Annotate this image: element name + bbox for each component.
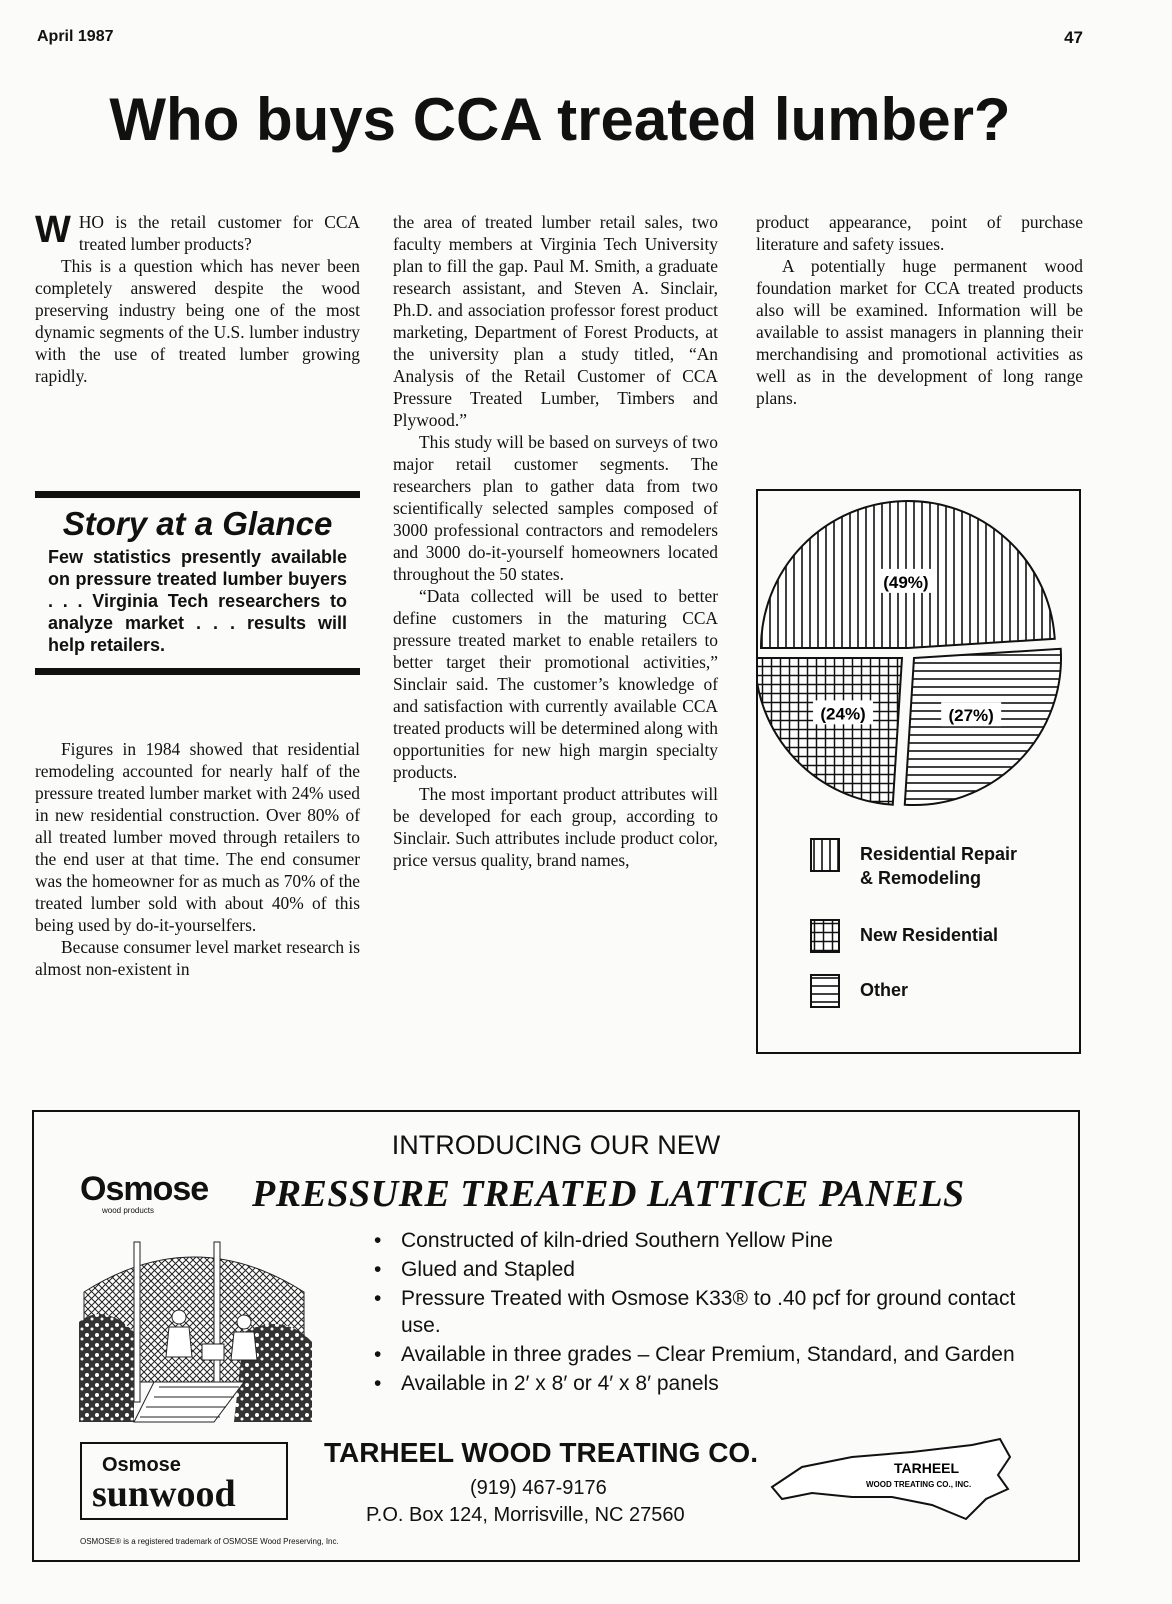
map-label-tarheel: TARHEEL — [894, 1460, 960, 1476]
article-column-3 — [756, 211, 1083, 409]
page-number: 47 — [1064, 28, 1083, 47]
col3-paragraph-2: A potentially huge permanent wood foundation market for CCA treated products also will be examined. Information will be available to assist managers in planning their merchandising and promotional activities as well as in the development of long range plans. — [756, 256, 1083, 408]
company-name: TARHEEL WOOD TREATING CO. — [324, 1437, 758, 1468]
drop-cap: W — [35, 209, 71, 251]
pie-label-horizontal: (27%) — [948, 706, 994, 726]
legend-swatch-vertical — [810, 838, 840, 872]
trademark-notice: OSMOSE® is a registered trademark of OSMOSE Wood Preserving, Inc. — [80, 1537, 339, 1546]
pie-label-vertical: (49%) — [883, 572, 929, 592]
north-carolina-map-icon — [762, 1427, 1022, 1527]
map-label-company: WOOD TREATING CO., INC. — [866, 1480, 972, 1489]
osmose-logo-sub: wood products — [102, 1206, 155, 1215]
col3-paragraph-1: product appearance, point of purchase literature and safety issues. — [756, 212, 1083, 254]
sunwood-logo-top: Osmose — [102, 1454, 181, 1476]
advertisement — [32, 1110, 1080, 1562]
company-address: P.O. Box 124, Morrisville, NC 27560 — [366, 1504, 685, 1526]
ad-bullet: • Pressure Treated with Osmose K33® to .40 pcf for ground contact use. — [374, 1285, 1054, 1339]
legend-swatch-horizontal — [810, 974, 840, 1008]
ad-intro: INTRODUCING OUR NEW — [391, 1130, 721, 1160]
col2-paragraph-4: The most important product attributes will be developed for each group, according to Sinclair. Such attributes include product color, price versus quality, brand names, — [393, 784, 718, 870]
col2-paragraph-1: the area of treated lumber retail sales, two faculty members at Virginia Tech University plan to fill the gap. Paul M. Smith, a graduate research assistant, and Steven A. Sinclair, Ph.D. and association professor forest product marketing, Department of Forest Products, at the university plan a study titled, “An Analysis of the Retail Customer of CCA Pressure Treated Lumber, Timbers and Plywood.” — [393, 212, 718, 430]
pie-chart-box — [756, 489, 1081, 1054]
glance-bottom-rule — [35, 668, 360, 675]
pie-slice-horizontal — [905, 649, 1061, 805]
glance-top-rule — [35, 491, 360, 498]
article-column-1 — [35, 211, 360, 387]
ad-bullet: • Available in 2′ x 8′ or 4′ x 8′ panels — [374, 1370, 1054, 1397]
col1-paragraph-2: This is a question which has never been completely answered despite the wood preserving industry being one of the most dynamic segments of the U.S. lumber industry with the use of treated lumber growing rapidly. — [35, 256, 360, 386]
story-at-a-glance-box — [35, 491, 360, 675]
legend-swatch-grid — [810, 919, 840, 953]
pie-slice-grid — [758, 658, 902, 805]
issue-date: April 1987 — [37, 28, 114, 45]
ad-bullet: • Constructed of kiln-dried Southern Yellow Pine — [374, 1227, 1054, 1254]
pie-label-grid: (24%) — [820, 704, 866, 724]
osmose-sunwood-logo — [80, 1442, 288, 1520]
ad-headline: PRESSURE TREATED LATTICE PANELS — [252, 1173, 965, 1215]
osmose-logo — [80, 1170, 209, 1215]
article-column-1-lower — [35, 738, 360, 980]
running-head — [37, 28, 1083, 50]
company-phone: (919) 467-9176 — [470, 1477, 607, 1499]
legend-label-other: Other — [860, 980, 909, 1000]
legend-label-repair-1: Residential Repair — [860, 844, 1018, 864]
legend-label-new: New Residential — [860, 925, 999, 945]
legend-label-repair-2: & Remodeling — [860, 868, 982, 888]
col2-paragraph-3: “Data collected will be used to better define customers in the maturing CCA pressure treated market to enable retailers to better target their promotional activities,” Sinclair said. The customer’s knowledge of and satisfaction with currently available CCA treated products will be determined along with opportunities for new high margin specialty products. — [393, 586, 718, 782]
col1-paragraph-4: Because consumer level market research is almost non-existent in — [35, 937, 360, 979]
ad-bullet-list — [374, 1227, 1054, 1399]
osmose-logo-text: Osmose — [80, 1170, 209, 1208]
col2-paragraph-2: This study will be based on surveys of two major retail customer segments. The researchers plan to gather data from two scientifically selected samples composed of 3000 professional contractors and remodelers and 3000 do-it-yourself homeowners located throughout the 50 states. — [393, 432, 718, 584]
article-column-2 — [393, 211, 718, 871]
pie-chart — [758, 491, 1079, 1052]
sunwood-logo-bottom: sunwood — [92, 1473, 236, 1515]
col1-paragraph-3: Figures in 1984 showed that residential remodeling accounted for nearly half of the pressure treated lumber market with 24% used in new residential construction. Over 80% of all treated lumber moved through retailers to the end user at that time. The end consumer was the homeowner for as much as 70% of the treated lumber sold with about 40% of this being used by do-it-yourselfers. — [35, 739, 361, 935]
article-title: Who buys CCA treated lumber? — [109, 86, 1011, 153]
glance-summary: Few statistics presently available on pressure treated lumber buyers . . . Virginia Tech researchers to analyze market . . . results will help retailers. — [48, 547, 347, 655]
glance-heading: Story at a Glance — [62, 505, 333, 542]
col1-paragraph-1: HO is the retail customer for CCA treated lumber products? — [78, 212, 360, 254]
ad-bullet: • Glued and Stapled — [374, 1256, 1054, 1283]
lattice-patio-illustration — [74, 1232, 314, 1427]
ad-bullet: • Available in three grades – Clear Premium, Standard, and Garden — [374, 1341, 1054, 1368]
